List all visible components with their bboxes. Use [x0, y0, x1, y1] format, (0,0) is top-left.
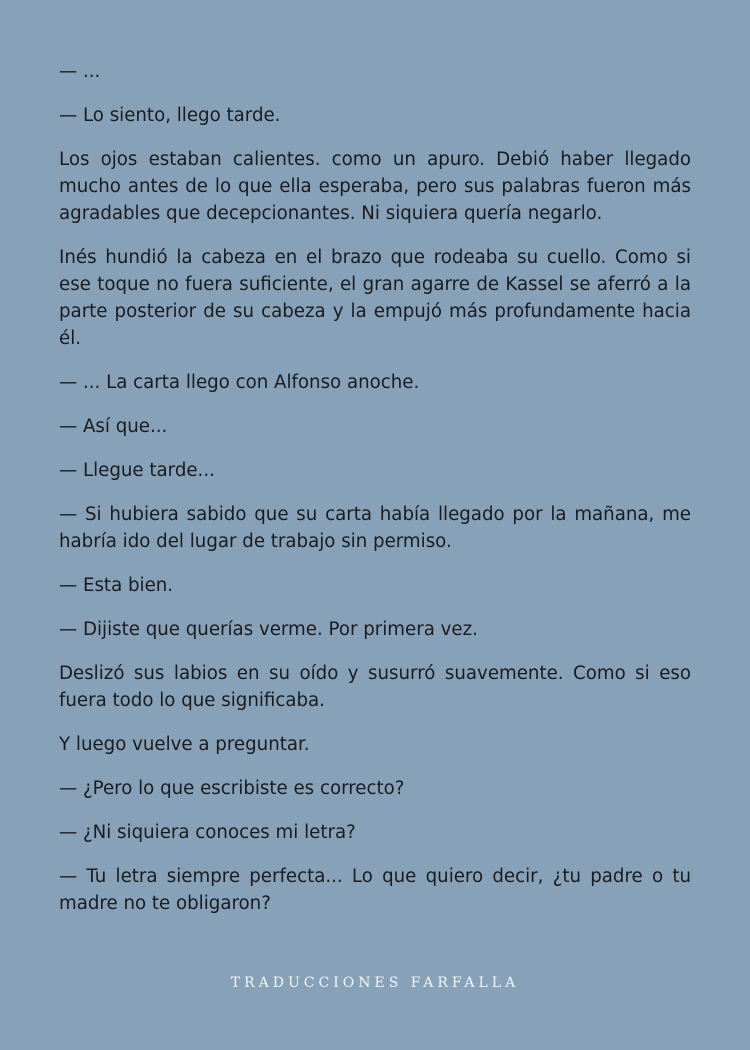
paragraph: Deslizó sus labios en su oído y susurró suavemente. Como si eso fuera todo lo que significaba. [59, 663, 691, 711]
paragraph: — Si hubiera sabido que su carta había llegado por la mañana, me habría ido del lugar de trabajo sin permiso. [59, 504, 691, 552]
paragraph: — ¿Ni siquiera conoces mi letra? [59, 822, 356, 843]
paragraph: — Llegue tarde... [59, 460, 215, 481]
paragraph: Inés hundió la cabeza en el brazo que rodeaba su cuello. Como si ese toque no fuera suficiente, el gran agarre de Kassel se aferró a la parte posterior de su cabeza y la empujó más profundamente hacia él. [59, 247, 691, 349]
paragraph: Y luego vuelve a preguntar. [59, 734, 310, 755]
footer-credit: TRADUCCIONES FARFALLA [230, 975, 520, 991]
paragraph: — Esta bien. [59, 575, 174, 596]
page-body [59, 58, 691, 934]
paragraph: — ... La carta llego con Alfonso anoche. [59, 372, 420, 393]
paragraph: Los ojos estaban calientes. como un apuro. Debió haber llegado mucho antes de lo que ella esperaba, pero sus palabras fueron más agradables que decepcionantes. Ni siquiera quería negarlo. [59, 149, 691, 224]
paragraph: — Dijiste que querías verme. Por primera vez. [59, 619, 478, 640]
paragraph: — Así que... [59, 416, 168, 437]
paragraph: — ¿Pero lo que escribiste es correcto? [59, 778, 405, 799]
paragraph: — ... [59, 61, 101, 82]
paragraph: — Tu letra siempre perfecta... Lo que quiero decir, ¿tu padre o tu madre no te obligaron? [59, 866, 691, 914]
paragraph: — Lo siento, llego tarde. [59, 105, 281, 126]
